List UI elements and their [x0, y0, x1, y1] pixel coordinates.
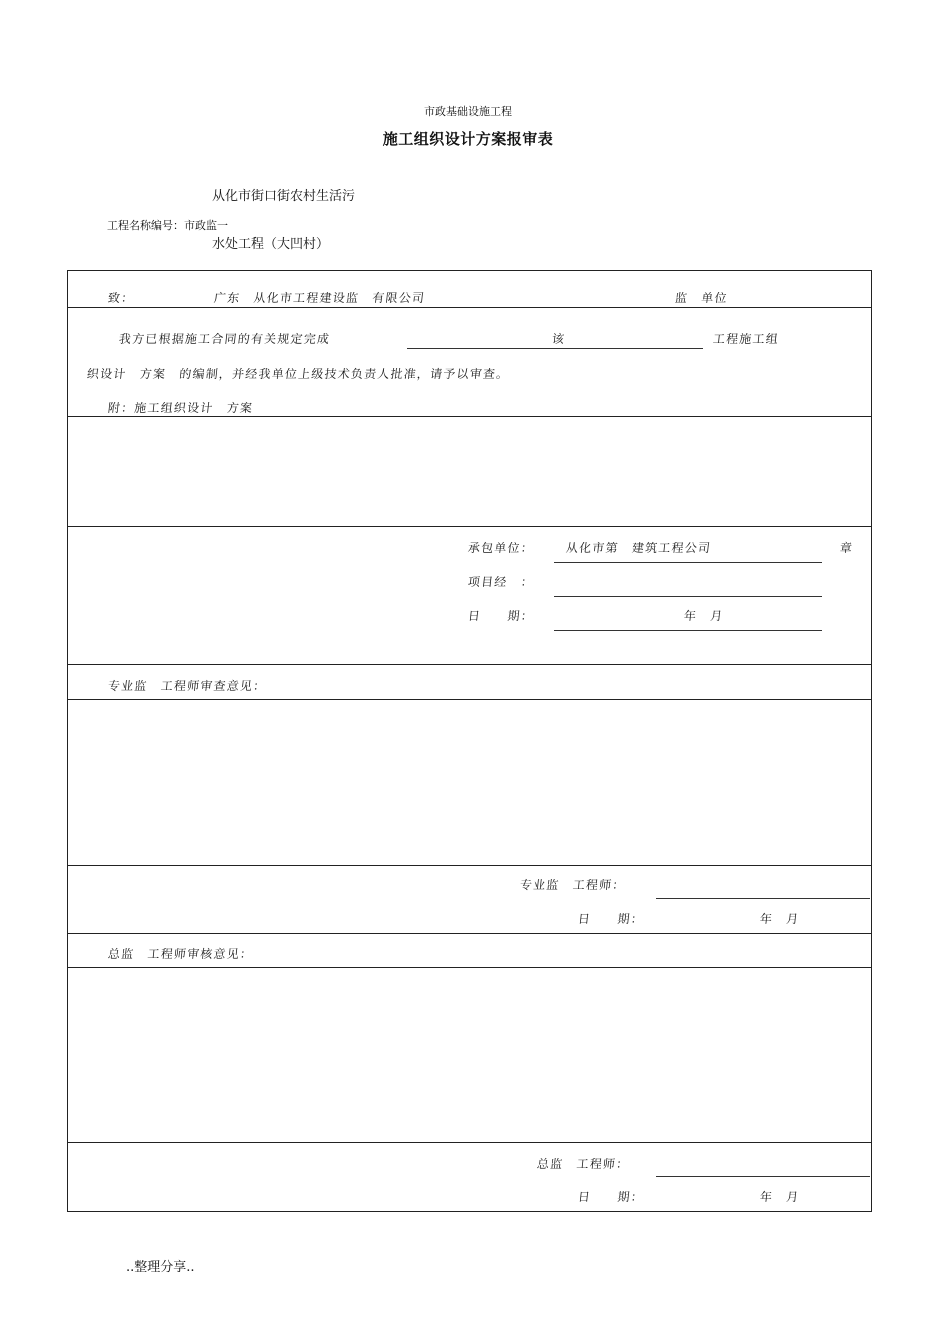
contractor-date-label: 日 期：: [467, 609, 535, 623]
specialist-sign-underline: [656, 898, 870, 899]
contractor-underline: [554, 562, 822, 563]
row-divider: [67, 416, 872, 417]
contractor-value: 从化市第 建筑工程公司: [565, 541, 712, 555]
row-divider: [67, 967, 872, 968]
chief-sign-label: 总监 工程师：: [536, 1157, 631, 1171]
row-divider: [67, 307, 872, 308]
body-line1-b: 该: [551, 332, 566, 346]
row-divider: [67, 1142, 872, 1143]
to-company: 广东 从化市工程建设监 有限公司: [213, 291, 426, 305]
specialist-sign-label: 专业监 工程师：: [519, 878, 627, 892]
contractor-date-value: 年 月: [683, 609, 725, 623]
document-category: 市政基础设施工程: [424, 105, 512, 118]
pm-underline: [554, 596, 822, 597]
body-line1-c: 工程施工组: [712, 332, 780, 346]
to-suffix: 监 单位: [674, 291, 729, 305]
project-label: 工程名称编号：市政监一: [107, 219, 228, 232]
contractor-date-underline: [554, 630, 822, 631]
chief-sign-underline: [656, 1176, 870, 1177]
to-label: 致：: [107, 291, 136, 305]
pm-label: 项目经 ：: [467, 575, 535, 589]
project-name-underline: [407, 348, 703, 349]
attachment-label: 附：施工组织设计 方案: [107, 401, 254, 415]
footer-text: ..整理分享..: [126, 1260, 195, 1275]
body-line1-a: 我方已根据施工合同的有关规定完成: [118, 332, 331, 346]
row-divider: [67, 865, 872, 866]
project-name-line1: 从化市街口街农村生活污: [212, 189, 356, 204]
row-divider: [67, 664, 872, 665]
row-divider: [67, 526, 872, 527]
body-line2: 织设计 方案 的编制，并经我单位上级技术负责人批准，请予以审查。: [86, 367, 511, 381]
contractor-label: 承包单位：: [467, 541, 535, 555]
specialist-date-value: 年 月: [759, 912, 801, 926]
specialist-opinion-label: 专业监 工程师审查意见：: [107, 679, 268, 693]
seal-mark: 章: [839, 541, 854, 555]
row-divider: [67, 933, 872, 934]
chief-opinion-label: 总监 工程师审核意见：: [107, 947, 254, 961]
project-name-line2: 水处工程（大凹村）: [212, 237, 330, 252]
row-divider: [67, 699, 872, 700]
chief-date-value: 年 月: [759, 1190, 801, 1204]
chief-date-label: 日 期：: [577, 1190, 645, 1204]
document-title: 施工组织设计方案报审表: [382, 130, 554, 148]
specialist-date-label: 日 期：: [577, 912, 645, 926]
